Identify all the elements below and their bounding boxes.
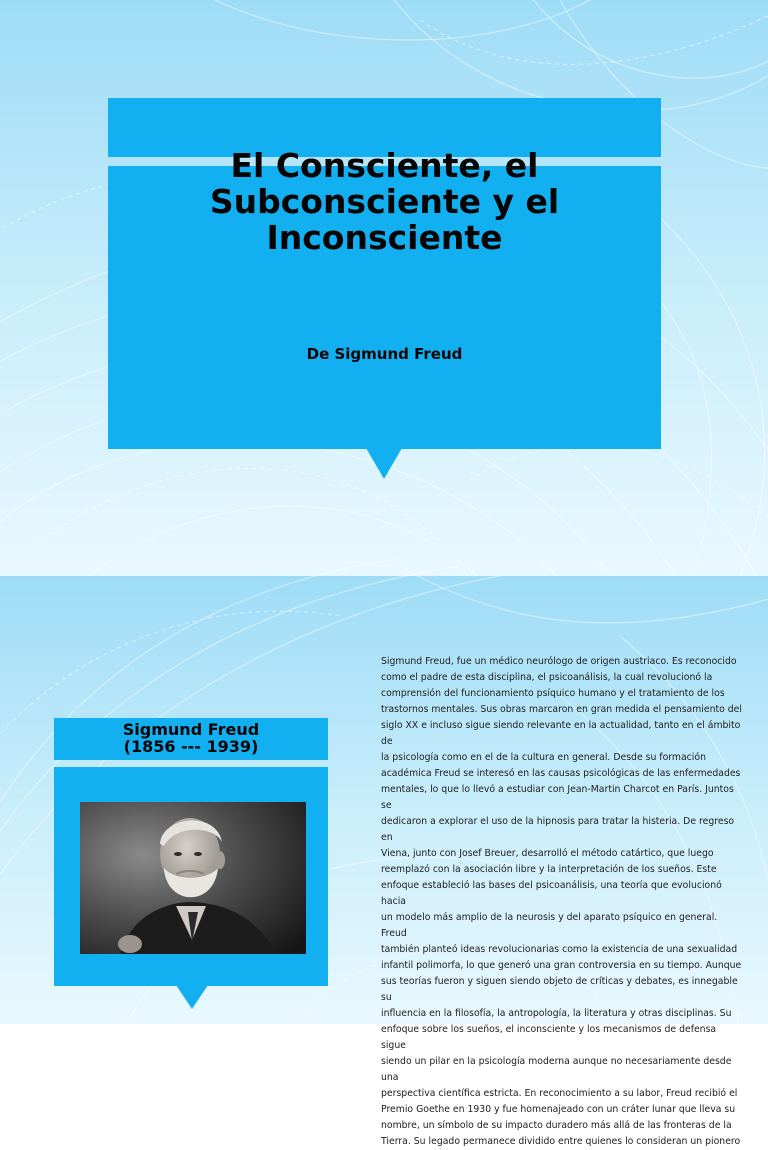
presentation-title [120, 148, 649, 256]
biography-slide [0, 576, 768, 1147]
bio-line: nombre, un símbolo de su impacto duradero más allá de las fronteras de la [381, 1120, 732, 1131]
bio-line: Tierra. Su legado permanece dividido entre quienes lo consideran un pionero [381, 1136, 741, 1147]
bio-line: académica Freud se interesó en las causas psicológicas de las enfermedades [381, 768, 741, 779]
bio-line: siendo un pilar en la psicología moderna aunque no necesariamente desde una [381, 1056, 732, 1083]
bio-line: mentales, lo que lo llevó a estudiar con Jean-Martin Charcot en París. Juntos se [381, 784, 734, 811]
person-dates: (1856 --- 1939) [123, 737, 259, 756]
title-line: Subconsciente y el [209, 182, 560, 221]
bio-line: infantil polimorfa, lo que generó una gran controversia en su tiempo. Aunque [381, 960, 742, 971]
bio-line: sus teorías fueron y siguen siendo objeto de críticas y debates, es innegable su [381, 976, 738, 1003]
title-line: Inconsciente [266, 218, 503, 257]
bio-line: también planteó ideas revolucionarias como la existencia de una sexualidad [381, 944, 738, 955]
bio-line: influencia en la filosofía, la antropología, la literatura y otras disciplinas. Su [381, 1008, 732, 1019]
bio-line: trastornos mentales. Sus obras marcaron en gran medida el pensamiento del [381, 704, 742, 715]
bio-line: siglo XX e incluso sigue siendo relevante en la actualidad, tanto en el ámbito de [381, 720, 741, 747]
bio-line: dedicaron a explorar el uso de la hipnosis para tratar la histeria. De regreso en [381, 816, 735, 843]
bio-line: Sigmund Freud, fue un médico neurólogo de origen austriaco. Es reconocido [381, 656, 737, 667]
portrait-photo [80, 802, 306, 954]
bio-line: Viena, junto con Josef Breuer, desarrolló el método catártico, que luego [381, 848, 714, 859]
bio-line: un modelo más amplio de la neurosis y del aparato psíquico en general. Freud [381, 912, 718, 939]
bio-line: reemplazó con la asociación libre y la interpretación de los sueños. Este [381, 864, 717, 875]
bio-line: enfoque estableció las bases del psicoanálisis, una teoría que evolucionó hacia [381, 880, 722, 907]
bio-line: como el padre de esta disciplina, el psicoanálisis, la cual revolucionó la [381, 672, 713, 683]
presentation-subtitle: De Sigmund Freud [306, 345, 463, 363]
bio-line: enfoque sobre los sueños, el inconsciente y los mecanismos de defensa sigue [381, 1024, 717, 1051]
title-line: El Consciente, el [230, 146, 539, 185]
bio-line: Premio Goethe en 1930 y fue homenajeado con un cráter lunar que lleva su [381, 1104, 736, 1115]
bio-line: comprensión del funcionamiento psíquico humano y el tratamiento de los [381, 688, 725, 699]
title-panel-pointer [366, 448, 402, 479]
bio-line: perspectiva científica estricta. En reconocimiento a su labor, Freud recibió el [381, 1088, 738, 1099]
photo-panel-pointer [176, 985, 208, 1009]
person-name: Sigmund Freud [122, 720, 260, 739]
biography-text [381, 654, 743, 1150]
bio-line: la psicología como en el de la cultura en general. Desde su formación [381, 752, 706, 763]
